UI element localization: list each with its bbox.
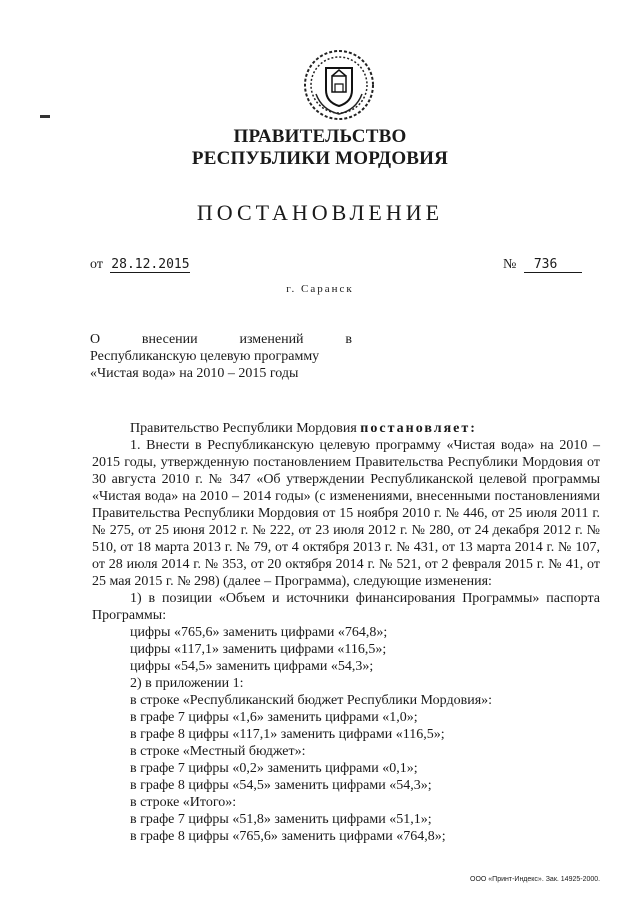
document-body [92, 420, 600, 845]
org-name-line1: ПРАВИТЕЛЬСТВО [233, 126, 407, 147]
list-item: цифры «54,5» заменить цифрами «54,3»; [130, 659, 374, 674]
document-subject [90, 331, 352, 382]
date-value: 28.12.2015 [111, 257, 190, 272]
list-item: цифры «117,1» заменить цифрами «116,5»; [130, 642, 387, 657]
subject-word: изменений [239, 332, 304, 347]
subject-word: в [345, 332, 352, 347]
subject-word: О [90, 332, 101, 347]
printer-imprint: ООО «Принт-Индекс». Зак. 14925-2000. [470, 876, 601, 883]
subject-word: внесении [141, 332, 198, 347]
number-row [503, 257, 582, 273]
date-prefix: от [90, 257, 103, 272]
list-item: в графе 8 цифры «117,1» заменить цифрами «116,5»; [130, 727, 445, 742]
org-name-line2: РЕСПУБЛИКИ МОРДОВИЯ [191, 148, 449, 169]
coat-of-arms-icon [302, 48, 376, 122]
number-value: 736 [524, 257, 582, 273]
date-row [90, 257, 190, 273]
list-item: в графе 7 цифры «51,8» заменить цифрами «51,1»; [130, 812, 432, 827]
list-item: в графе 8 цифры «54,5» заменить цифрами «54,3»; [130, 778, 432, 793]
city: г. Саранск [286, 283, 354, 295]
paragraph-1: 1. Внести в Республиканскую целевую программу «Чистая вода» на 2010 – 2015 годы, утвержденную постановлением Правительства Республики Мордовия от 30 августа 2010 г. № 347 «Об утверждении Республиканской целевой программы «Чистая вода» на 2010 – 2014 годы» (с изменениями, внесенными постановлениями Правительства Республики Мордовия от 15 ноября 2010 г. № 446, от 25 июля 2011 г. № 275, от 25 июня 2012 г. № 222, от 23 июля 2012 г. № 280, от 24 декабря 2012 г. № 510, от 18 марта 2013 г. № 79, от 4 октября 2013 г. № 431, от 13 марта 2014 г. № 107, от 28 июля 2014 г. № 353, от 20 октября 2014 г. № 521, от 2 февраля 2015 г. № 41, от 25 мая 2015 г. № 298) (далее – Программа), следующие изменения: [92, 438, 600, 589]
subject-line3: «Чистая вода» на 2010 – 2015 годы [90, 366, 299, 381]
list-item: в строке «Итого»: [130, 795, 237, 810]
number-prefix: № [503, 257, 517, 272]
list-item: цифры «765,6» заменить цифрами «764,8»; [130, 625, 388, 640]
list-item: в графе 7 цифры «1,6» заменить цифрами «1,0»; [130, 710, 418, 725]
paragraph-2: 1) в позиции «Объем и источники финансирования Программы» паспорта Программы: [92, 591, 600, 623]
intro-verb: постановляет: [360, 421, 477, 436]
intro-paragraph [92, 420, 600, 437]
list-item: в строке «Местный бюджет»: [130, 744, 306, 759]
document-type: ПОСТАНОВЛЕНИЕ [196, 200, 444, 225]
scan-mark [40, 115, 50, 118]
list-item: в графе 8 цифры «765,6» заменить цифрами «764,8»; [130, 829, 446, 844]
list-item: в графе 7 цифры «0,2» заменить цифрами «0,1»; [130, 761, 418, 776]
subject-line2: Республиканскую целевую программу [90, 349, 320, 364]
list-item: в строке «Республиканский бюджет Республики Мордовия»: [130, 693, 493, 708]
subject-line1 [90, 331, 352, 348]
intro-text: Правительство Республики Мордовия [130, 421, 361, 436]
paragraph-3: 2) в приложении 1: [130, 676, 244, 691]
